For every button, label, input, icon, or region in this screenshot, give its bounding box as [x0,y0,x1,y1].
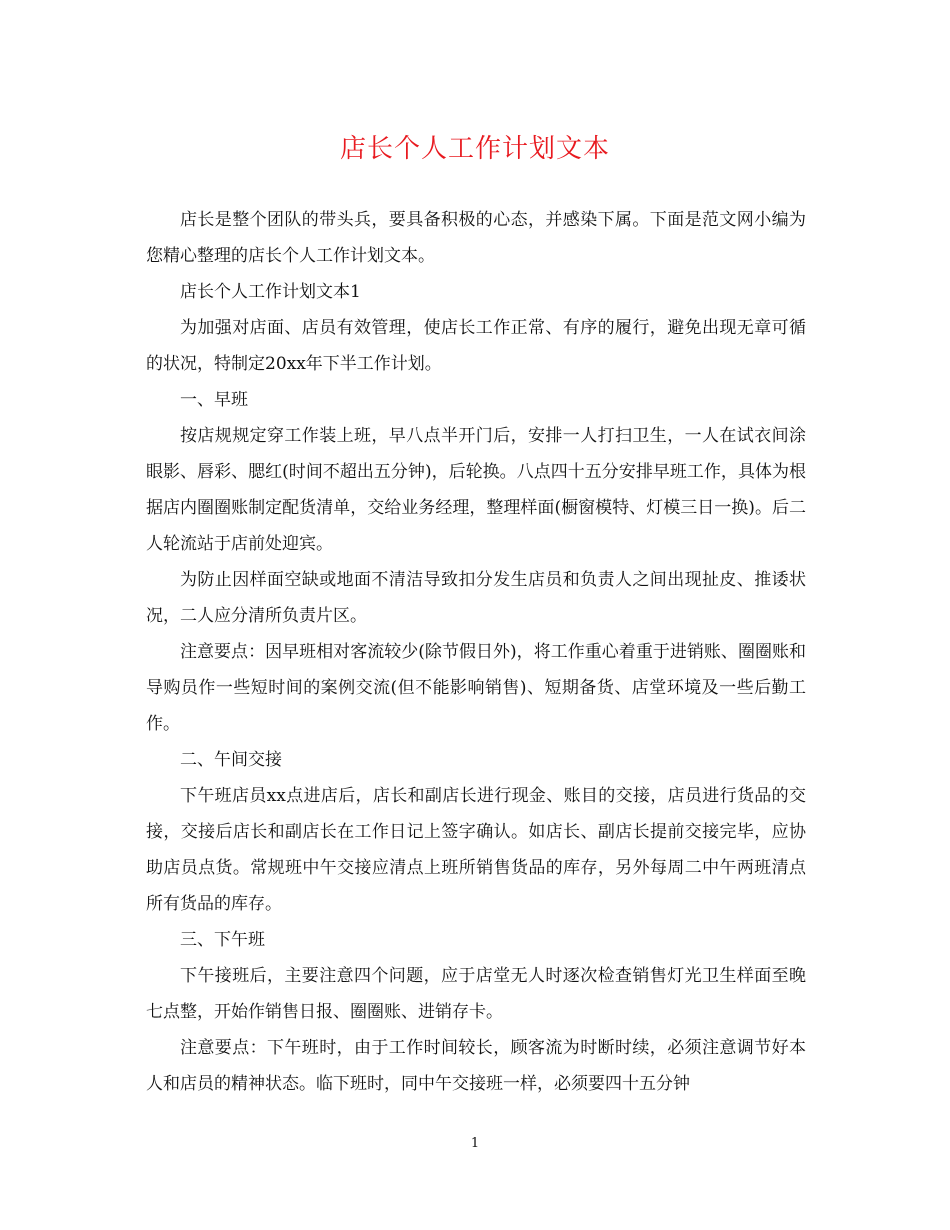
paragraph-afternoon-duties: 下午接班后，主要注意四个问题，应于店堂无人时逐次检查销售灯光卫生样面至晚七点整，开始作销售日报、圈圈账、进销存卡。 [146,966,806,1022]
paragraph-noon-handover: 下午班店员xx点进店后，店长和副店长进行现金、账目的交接，店员进行货品的交接，交接后店长和副店长在工作日记上签字确认。如店长、副店长提前交接完毕，应协助店员点货。常规班中午交接应清点上班所销售货品的库存，另外每周二中午两班清点所有货品的库存。 [146,786,806,914]
section-heading-afternoon-shift: 三、下午班 [180,930,265,950]
paragraph-purpose: 为加强对店面、店员有效管理，使店长工作正常、有序的履行，避免出现无章可循的状况，特制定20xx年下半工作计划。 [146,318,806,374]
section-heading-plan-1: 店长个人工作计划文本1 [180,282,361,302]
paragraph-zone-division: 为防止因样面空缺或地面不清洁导致扣分发生店员和负责人之间出现扯皮、推诿状况，二人应分清所负责片区。 [146,570,806,626]
paragraph-morning-notes: 注意要点：因早班相对客流较少(除节假日外)，将工作重心着重于进销账、圈圈账和导购员作一些短时间的案例交流(但不能影响销售)、短期备货、店堂环境及一些后勤工作。 [146,642,806,734]
document-title: 店长个人工作计划文本 [339,134,610,164]
page-number: 1 [470,1136,480,1151]
document-body [146,202,806,1102]
paragraph-morning-duties: 按店规规定穿工作装上班，早八点半开门后，安排一人打扫卫生，一人在试衣间涂眼影、唇彩、腮红(时间不超出五分钟)，后轮换。八点四十五分安排早班工作，具体为根据店内圈圈账制定配货清单，交给业务经理，整理样面(橱窗模特、灯模三日一换)。后二人轮流站于店前处迎宾。 [146,426,806,554]
paragraph-afternoon-notes: 注意要点：下午班时，由于工作时间较长，顾客流为时断时续，必须注意调节好本人和店员的精神状态。临下班时，同中午交接班一样，必须要四十五分钟 [146,1038,806,1094]
section-heading-noon-handover: 二、午间交接 [180,750,282,770]
paragraph-intro: 店长是整个团队的带头兵，要具备积极的心态，并感染下属。下面是范文网小编为您精心整理的店长个人工作计划文本。 [146,210,806,266]
section-heading-morning-shift: 一、早班 [180,390,248,410]
